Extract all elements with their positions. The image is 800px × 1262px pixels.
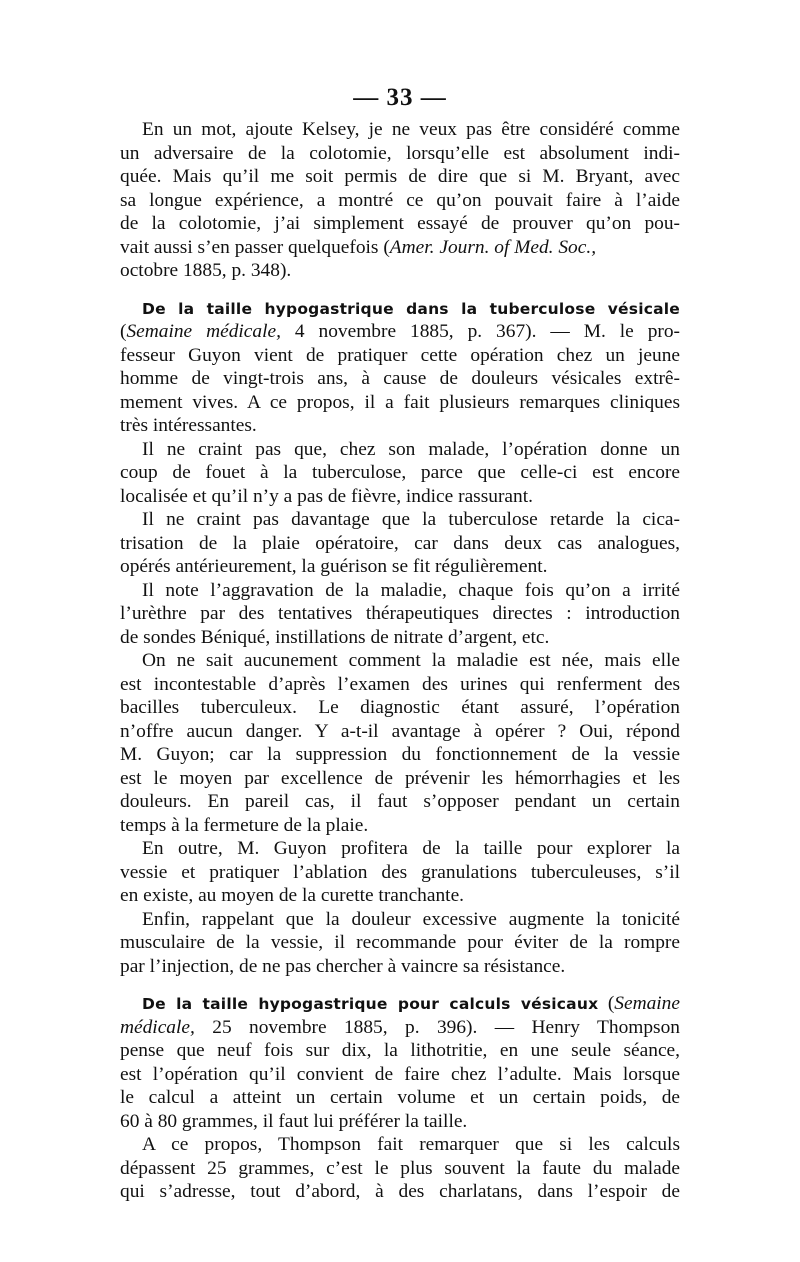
text-line xyxy=(120,1016,680,1040)
section-heading-text: De la taille hypogastrique pour calculs vésicaux xyxy=(142,995,599,1013)
section-heading xyxy=(120,297,680,321)
text-line xyxy=(120,236,680,260)
text-line: douleurs. En pareil cas, il faut s’opposer pendant un certain xyxy=(120,791,680,812)
text-span: 4 novembre 1885, p. 367). — M. le pro- xyxy=(280,321,680,342)
text-line: n’offre aucun danger. Y a-t-il avantage à opérer ? Oui, répond xyxy=(120,720,680,742)
text-line: vessie et pratiquer l’ablation des granulations tuberculeuses, s’il xyxy=(120,861,680,883)
text-line: est incontestable d’après l’examen des urines qui renferment des xyxy=(120,673,680,695)
body-text xyxy=(120,118,680,1204)
text-line: le calcul a atteint un certain volume et un certain poids, de xyxy=(120,1087,680,1108)
text-line: 60 à 80 grammes, il faut lui préférer la taille. xyxy=(120,1110,468,1132)
text-span: vait aussi s’en passer quelquefois ( xyxy=(120,236,390,258)
spacer xyxy=(120,978,680,992)
text-line: en existe, au moyen de la curette tranchante. xyxy=(120,885,465,906)
text-line: de sondes Béniqué, instillations de nitrate d’argent, etc. xyxy=(120,626,550,648)
text-line: Il ne craint pas que, chez son malade, l’opération donne un xyxy=(142,438,680,460)
text-span: ( xyxy=(598,993,615,1014)
text-line: par l’injection, de ne pas chercher à vaincre sa résistance. xyxy=(120,955,566,977)
text-span: 25 novembre 1885, p. 396). — Henry Thompson xyxy=(194,1016,680,1038)
text-line: quée. Mais qu’il me soit permis de dire que si M. Bryant, avec xyxy=(120,166,680,187)
text-line: est le moyen par excellence de prévenir les hémorrhagies et les xyxy=(120,767,680,789)
text-line: fesseur Guyon vient de pratiquer cette opération chez un jeune xyxy=(120,344,680,366)
text-line: dépassent 25 grammes, c’est le plus souvent la faute du malade xyxy=(120,1157,680,1179)
text-line: M. Guyon; car la suppression du fonctionnement de la vessie xyxy=(120,744,680,765)
text-line: En un mot, ajoute Kelsey, je ne veux pas être considéré comme xyxy=(142,119,680,140)
page-number: — 33 — xyxy=(353,84,447,111)
text-line: coup de fouet à la tuberculose, parce que celle-ci est encore xyxy=(120,462,680,483)
text-line: trisation de la plaie opératoire, car dans deux cas analogues, xyxy=(120,532,680,554)
citation-journal: Amer. Journ. of Med. Soc., xyxy=(389,236,597,258)
text-line: pense que neuf fois sur dix, la lithotritie, en une seule séance, xyxy=(120,1040,680,1061)
text-line: l’urèthre par des tentatives thérapeutiques directes : introduction xyxy=(120,603,680,624)
text-line: Il note l’aggravation de la maladie, chaque fois qu’on a irrité xyxy=(142,579,680,601)
text-line xyxy=(120,320,680,344)
text-line: est l’opération qu’il convient de faire chez l’adulte. Mais lorsque xyxy=(120,1063,680,1085)
text-line: Il ne craint pas davantage que la tuberculose retarde la cica- xyxy=(142,509,680,530)
section-heading-text: De la taille hypogastrique dans la tuberculose vésicale xyxy=(142,299,680,318)
text-line: En outre, M. Guyon profitera de la taille pour explorer la xyxy=(142,838,680,859)
text-line: un adversaire de la colotomie, lorsqu’elle est absolument indi- xyxy=(120,142,680,164)
text-line: très intéressantes. xyxy=(120,415,257,436)
text-line: homme de vingt-trois ans, à cause de douleurs vésicales extrê- xyxy=(120,368,680,389)
text-line: qui s’adresse, tout d’abord, à des charlatans, dans l’espoir de xyxy=(120,1181,680,1202)
citation-journal: Semaine médicale, xyxy=(126,321,281,342)
text-line: sa longue expérience, a montré ce qu’on pouvait faire à l’aide xyxy=(120,189,680,211)
text-line: temps à la fermeture de la plaie. xyxy=(120,814,369,836)
text-line: Enfin, rappelant que la douleur excessive augmente la tonicité xyxy=(142,908,680,930)
text-line: mement vives. A ce propos, il a fait plusieurs remarques cliniques xyxy=(120,391,680,413)
citation-journal: médicale, xyxy=(120,1016,195,1038)
text-line: opérés antérieurement, la guérison se fit régulièrement. xyxy=(120,556,548,577)
text-line: On ne sait aucunement comment la maladie est née, mais elle xyxy=(142,650,680,671)
text-line: octobre 1885, p. 348). xyxy=(120,260,292,281)
text-line: bacilles tuberculeux. Le diagnostic étant assuré, l’opération xyxy=(120,697,680,718)
text-line: localisée et qu’il n’y a pas de fièvre, indice rassurant. xyxy=(120,485,533,507)
text-line: de la colotomie, j’ai simplement essayé de prouver qu’on pou- xyxy=(120,213,680,234)
text-line: musculaire de la vessie, il recommande pour éviter de la rompre xyxy=(120,932,680,953)
text-line: A ce propos, Thompson fait remarquer que si les calculs xyxy=(142,1134,680,1155)
section-heading xyxy=(120,992,680,1016)
citation-journal: Semaine xyxy=(614,993,680,1014)
spacer xyxy=(120,283,680,297)
text-span: ( xyxy=(120,321,127,342)
